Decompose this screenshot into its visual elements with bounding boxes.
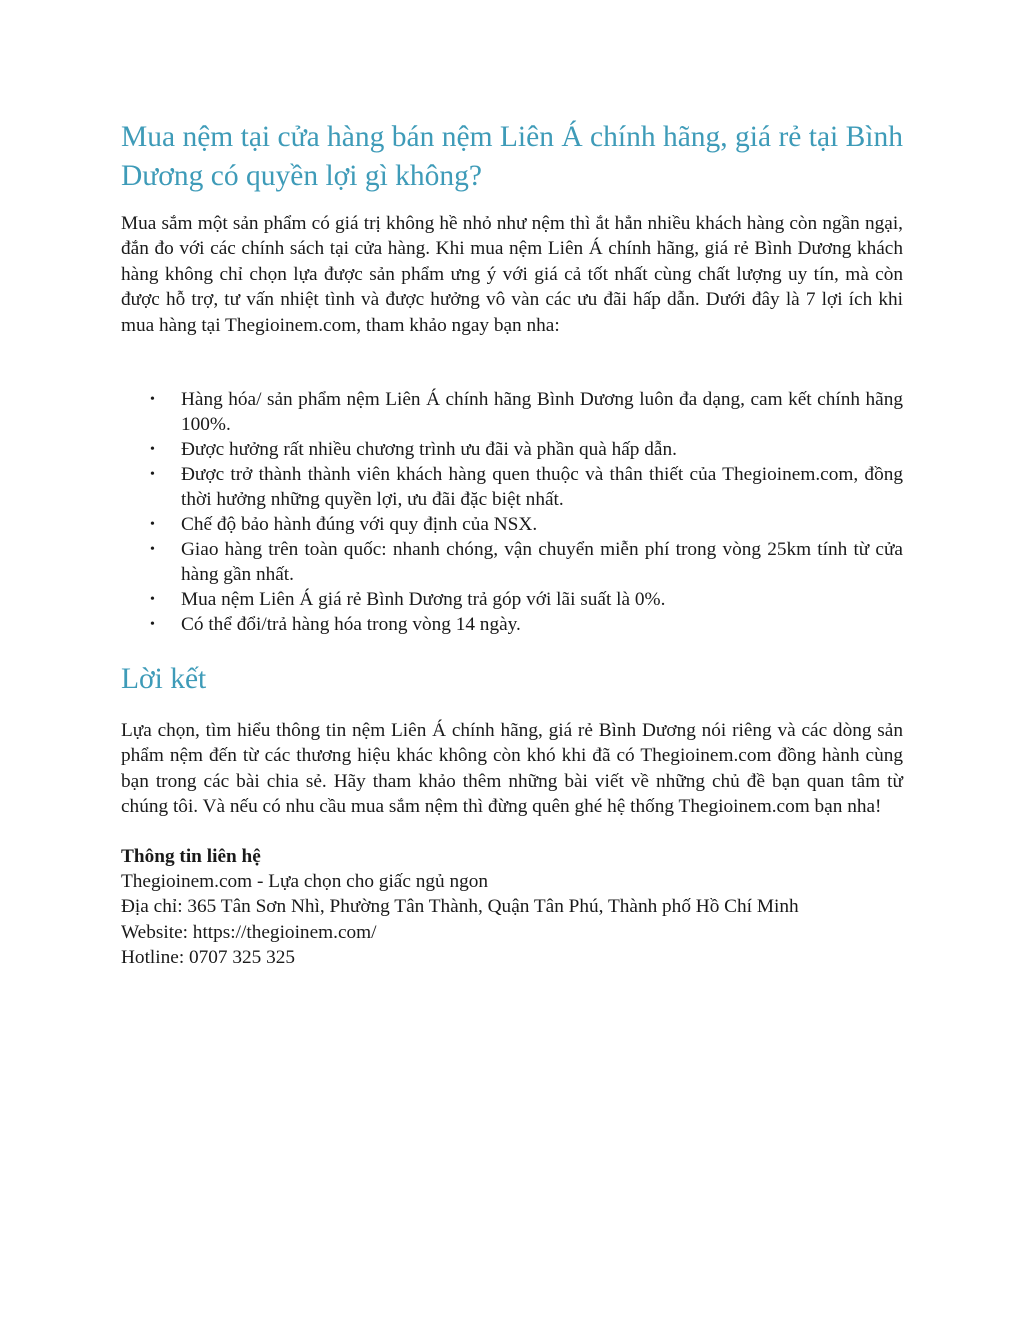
- benefits-list: [121, 387, 903, 637]
- contact-address: Địa chỉ: 365 Tân Sơn Nhì, Phường Tân Thành, Quận Tân Phú, Thành phố Hồ Chí Minh: [121, 896, 799, 918]
- contact-label: Thông tin liên hệ: [121, 846, 261, 867]
- bullet-icon: •: [150, 617, 155, 632]
- list-item-text: Được trở thành thành viên khách hàng quen thuộc và thân thiết của Thegioinem.com, đồng thời hưởng những quyền lợi, ưu đãi đặc biệt nhất.: [181, 464, 903, 510]
- list-item-text: Chế độ bảo hành đúng với quy định của NSX.: [181, 514, 538, 535]
- list-item: [121, 462, 903, 512]
- conclusion-heading: Lời kết: [121, 663, 207, 695]
- list-item-text: Có thể đổi/trả hàng hóa trong vòng 14 ngày.: [181, 614, 521, 635]
- bullet-icon: •: [150, 542, 155, 557]
- list-item-text: Mua nệm Liên Á giá rẻ Bình Dương trả góp với lãi suất là 0%.: [181, 589, 666, 610]
- list-item: [121, 437, 903, 462]
- list-item-text: Hàng hóa/ sản phẩm nệm Liên Á chính hãng Bình Dương luôn đa dạng, cam kết chính hãng 100%.: [181, 389, 903, 435]
- contact-hotline: Hotline: 0707 325 325: [121, 946, 296, 968]
- article-title: Mua nệm tại cửa hàng bán nệm Liên Á chính hãng, giá rẻ tại Bình Dương có quyền lợi gì không?: [121, 121, 903, 192]
- list-item-text: Được hưởng rất nhiều chương trình ưu đãi và phần quà hấp dẫn.: [181, 439, 677, 460]
- bullet-icon: •: [150, 517, 155, 532]
- list-item: [121, 512, 903, 537]
- list-item: [121, 387, 903, 437]
- bullet-icon: •: [150, 442, 155, 457]
- intro-paragraph: Mua sắm một sản phẩm có giá trị không hề nhỏ như nệm thì ắt hẳn nhiều khách hàng còn ngần ngại, đắn đo với các chính sách tại cửa hàng. Khi mua nệm Liên Á chính hãng, giá rẻ Bình Dương khách hàng không chỉ chọn lựa được sản phẩm ưng ý với giá cả tốt nhất cùng chất lượng uy tín, mà còn được hỗ trợ, tư vấn nhiệt tình và được hưởng vô vàn các ưu đãi hấp dẫn. Dưới đây là 7 lợi ích khi mua hàng tại Thegioinem.com, tham khảo ngay bạn nha:: [121, 213, 903, 336]
- contact-company: Thegioinem.com - Lựa chọn cho giấc ngủ ngon: [121, 871, 489, 893]
- list-item: [121, 537, 903, 587]
- bullet-icon: •: [150, 592, 155, 607]
- list-item: [121, 587, 903, 612]
- contact-website: Website: https://thegioinem.com/: [121, 921, 377, 943]
- list-item: [121, 612, 903, 637]
- conclusion-paragraph: Lựa chọn, tìm hiểu thông tin nệm Liên Á chính hãng, giá rẻ Bình Dương nói riêng và các dòng sản phẩm nệm đến từ các thương hiệu khác không còn khó khi đã có Thegioinem.com đồng hành cùng bạn trong các bài chia sẻ. Hãy tham khảo thêm những bài viết về những chủ đề bạn quan tâm từ chúng tôi. Và nếu có nhu cầu mua sắm nệm thì đừng quên ghé hệ thống Thegioinem.com bạn nha!: [121, 720, 903, 818]
- bullet-icon: •: [150, 392, 155, 407]
- bullet-icon: •: [150, 467, 155, 482]
- contact-block: [121, 844, 921, 970]
- list-item-text: Giao hàng trên toàn quốc: nhanh chóng, vận chuyển miễn phí trong vòng 25km tính từ cửa hàng gần nhất.: [181, 539, 903, 585]
